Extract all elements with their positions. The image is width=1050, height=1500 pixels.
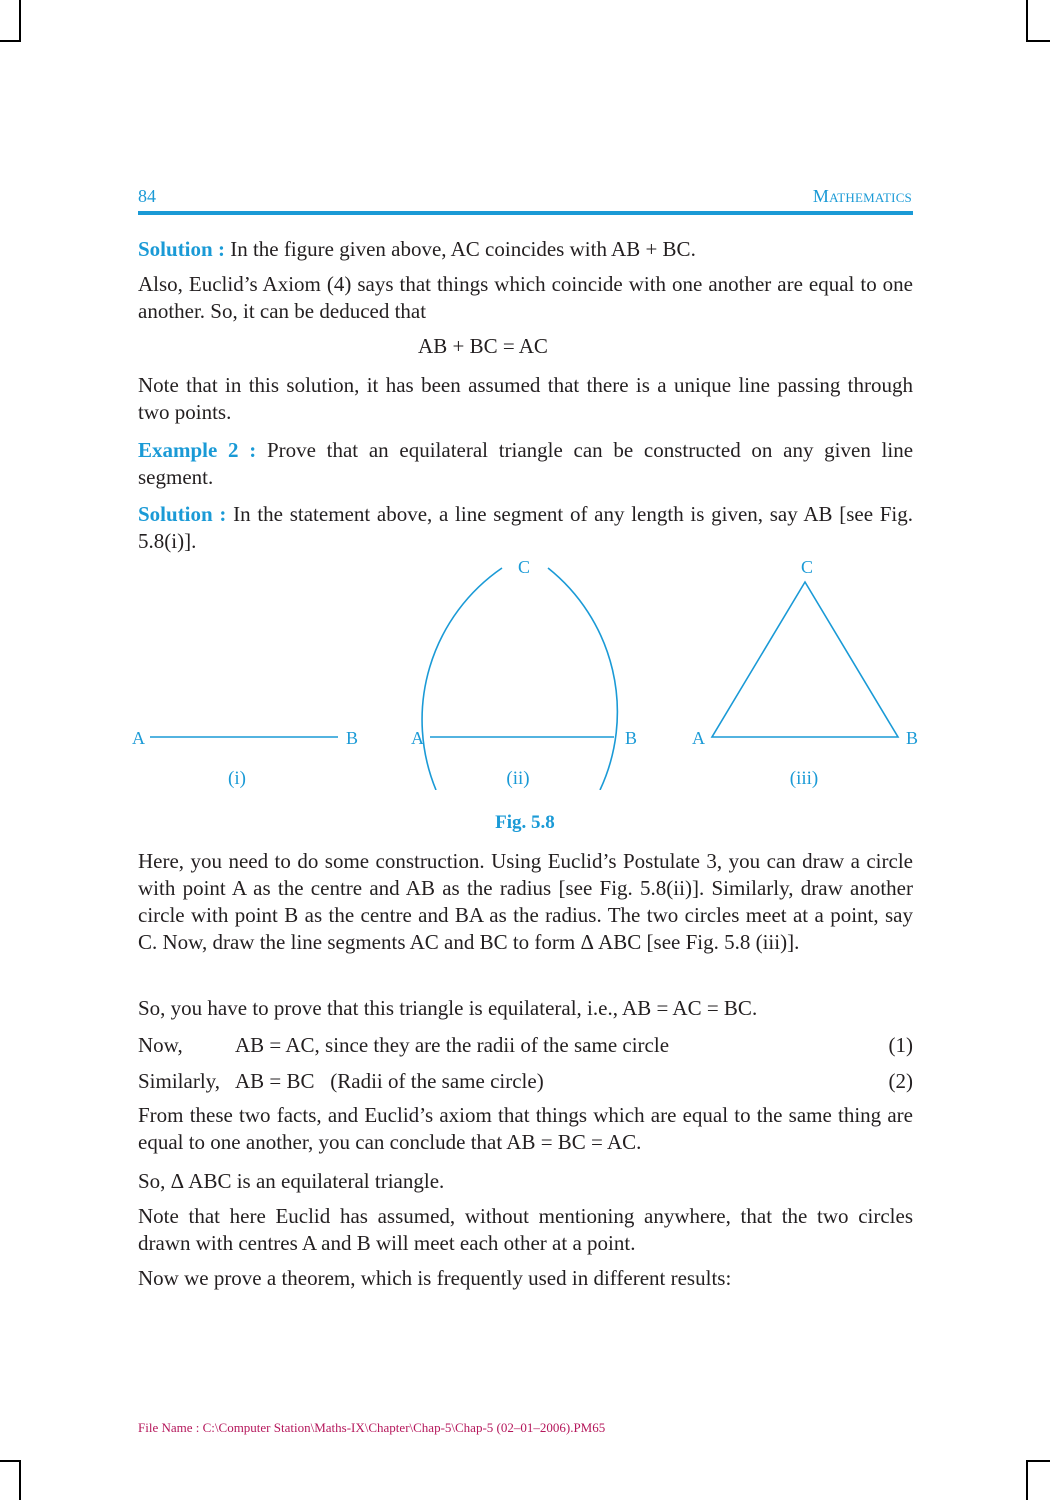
step-2-number: (2) — [888, 1069, 913, 1093]
solution-1-label: Solution : — [138, 237, 225, 261]
crop-mark-top-right-v — [1026, 0, 1028, 42]
panel-ii — [411, 557, 637, 790]
header-rule — [138, 211, 913, 215]
figure-5-8 — [0, 550, 1050, 790]
crop-mark-top-left-v — [19, 0, 21, 42]
crop-mark-bottom-right-h — [1026, 1460, 1050, 1462]
crop-mark-top-left-h — [0, 40, 21, 42]
theorem-intro: Now we prove a theorem, which is frequently used in different results: — [138, 1266, 732, 1290]
label-b-i: B — [346, 728, 359, 748]
footer-file-name: File Name : C:\Computer Station\Maths-IX\Chapter\Chap-5\Chap-5 (02–01–2006).PM65 — [138, 1420, 606, 1435]
example-2-text: Prove that an equilateral triangle can be constructed on any given line segment. — [138, 438, 914, 489]
triangle-abc — [712, 582, 898, 737]
panel-i — [132, 728, 358, 789]
solution-1-text: In the figure given above, AC coincides with AB + BC. — [224, 237, 696, 261]
label-c-iii: C — [800, 557, 814, 577]
crop-mark-top-right-h — [1026, 40, 1050, 42]
conclusion: So, Δ ABC is an equilateral triangle. — [138, 1169, 445, 1193]
solution-1 — [138, 236, 913, 263]
example-2-label: Example 2 : — [138, 438, 257, 462]
label-c-ii: C — [517, 557, 531, 577]
label-a-i: A — [132, 728, 145, 748]
label-a-ii: A — [411, 728, 424, 748]
label-b-iii: B — [906, 728, 919, 748]
page-number: 84 — [138, 186, 156, 206]
axiom-paragraph: Also, Euclid’s Axiom (4) says that things which coincide with one another are equal to one another. So, it can be deduced that — [138, 272, 913, 323]
step-1-text: AB = AC, since they are the radii of the same circle — [235, 1033, 670, 1057]
solution-2-text: In the statement above, a line segment of any length is given, say AB [see Fig. 5.8(i)]. — [138, 502, 913, 553]
step-2-lead: Similarly, — [138, 1069, 221, 1093]
step-2-text: AB = BC (Radii of the same circle) — [235, 1069, 544, 1093]
figure-caption: Fig. 5.8 — [495, 812, 555, 833]
step-1-number: (1) — [888, 1033, 913, 1057]
example-2 — [138, 437, 913, 491]
construction-paragraph: Here, you need to do some construction. Using Euclid’s Postulate 3, you can draw a circle with point A as the centre and AB as the radius [see Fig. 5.8(ii)]. Similarly, draw another circle with point B as the centre and BA as the radius. The two circles meet at a point, say C. Now, draw the line segments AC and BC to form Δ ABC [see Fig. 5.8 (iii)]. — [138, 849, 913, 954]
crop-mark-bottom-right-v — [1026, 1460, 1028, 1500]
crop-mark-bottom-left-v — [19, 1460, 21, 1500]
panel-iii — [692, 557, 918, 789]
step-1-lead: Now, — [138, 1033, 183, 1057]
label-a-iii: A — [692, 728, 705, 748]
note-unique-line: Note that in this solution, it has been assumed that there is a unique line passing through two points. — [138, 373, 913, 424]
solution-2 — [138, 501, 913, 555]
sublabel-i: (i) — [228, 768, 246, 789]
arc-centre-a — [548, 568, 617, 790]
sublabel-iii: (iii) — [789, 768, 819, 789]
equation: AB + BC = AC — [418, 334, 548, 358]
solution-2-label: Solution : — [138, 502, 227, 526]
crop-mark-bottom-left-h — [0, 1460, 21, 1462]
arc-centre-b — [422, 568, 502, 790]
note-circles-meet: Note that here Euclid has assumed, without mentioning anywhere, that the two circles drawn with centres A and B will meet each other at a point. — [138, 1204, 913, 1255]
sublabel-ii: (ii) — [506, 768, 530, 789]
prove-paragraph: So, you have to prove that this triangle is equilateral, i.e., AB = AC = BC. — [138, 996, 758, 1020]
label-b-ii: B — [625, 728, 638, 748]
facts-paragraph: From these two facts, and Euclid’s axiom that things which are equal to the same thing are equal to one another, you can conclude that AB = BC = AC. — [138, 1103, 913, 1154]
running-title: Mathematics — [812, 186, 912, 206]
